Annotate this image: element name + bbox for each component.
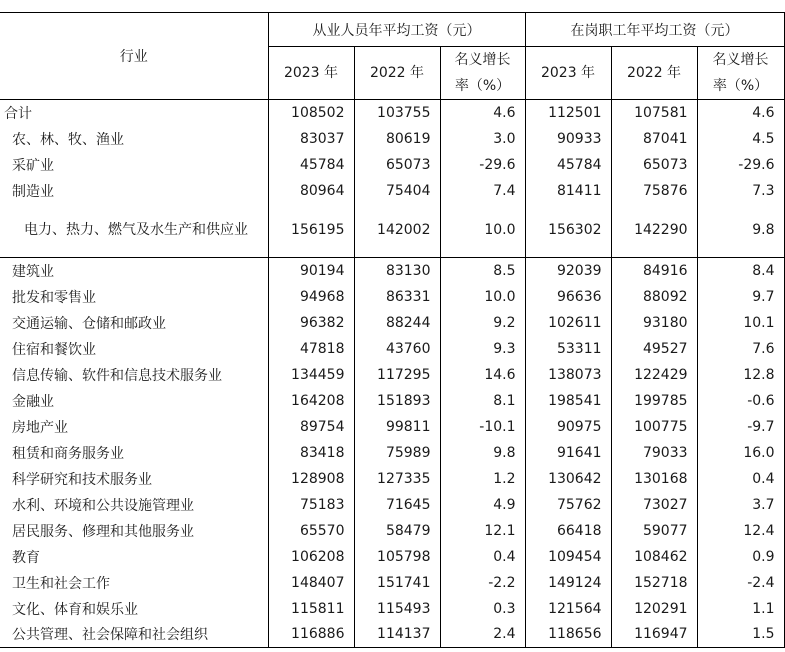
onpost-2023-cell: 45784 xyxy=(525,152,611,178)
employed-growth-cell: 2.4 xyxy=(440,622,525,648)
onpost-2022-cell: 122429 xyxy=(611,362,697,388)
employed-2022-cell: 151741 xyxy=(354,570,440,596)
industry-cell: 金融业 xyxy=(0,388,268,414)
employed-2023-cell: 47818 xyxy=(268,336,354,362)
table-row xyxy=(0,310,784,336)
industry-cell: 居民服务、修理和其他服务业 xyxy=(0,518,268,544)
onpost-2023-cell: 130642 xyxy=(525,466,611,492)
employed-2022-cell: 71645 xyxy=(354,492,440,518)
employed-2022-cell: 75404 xyxy=(354,178,440,204)
onpost-2023-cell: 121564 xyxy=(525,596,611,622)
table-row xyxy=(0,388,784,414)
onpost-2022-cell: 142290 xyxy=(611,204,697,258)
table-row xyxy=(0,596,784,622)
employed-growth-cell: 1.2 xyxy=(440,466,525,492)
employed-2023-cell: 45784 xyxy=(268,152,354,178)
table-row xyxy=(0,152,784,178)
onpost-2023-header: 2023 年 xyxy=(525,47,611,100)
employed-2023-cell: 156195 xyxy=(268,204,354,258)
onpost-growth-cell: 7.3 xyxy=(697,178,784,204)
employed-growth-cell: -29.6 xyxy=(440,152,525,178)
onpost-growth-cell: 10.1 xyxy=(697,310,784,336)
onpost-2023-cell: 75762 xyxy=(525,492,611,518)
employed-2023-cell: 134459 xyxy=(268,362,354,388)
employed-2022-cell: 117295 xyxy=(354,362,440,388)
employed-2022-cell: 80619 xyxy=(354,126,440,152)
onpost-growth-cell: 0.4 xyxy=(697,466,784,492)
onpost-growth-cell: 3.7 xyxy=(697,492,784,518)
employed-growth-cell: 8.1 xyxy=(440,388,525,414)
onpost-2022-cell: 100775 xyxy=(611,414,697,440)
onpost-growth-cell: 9.8 xyxy=(697,204,784,258)
employed-2023-cell: 106208 xyxy=(268,544,354,570)
onpost-2022-cell: 88092 xyxy=(611,284,697,310)
table-row xyxy=(0,570,784,596)
employed-growth-cell: 14.6 xyxy=(440,362,525,388)
table-row xyxy=(0,492,784,518)
onpost-growth-cell: -2.4 xyxy=(697,570,784,596)
employed-2022-cell: 115493 xyxy=(354,596,440,622)
onpost-group-header: 在岗职工年平均工资（元） xyxy=(525,13,784,47)
industry-cell: 采矿业 xyxy=(0,152,268,178)
industry-cell: 合计 xyxy=(0,100,268,126)
onpost-2023-cell: 81411 xyxy=(525,178,611,204)
industry-cell: 科学研究和技术服务业 xyxy=(0,466,268,492)
onpost-growth-cell: 4.5 xyxy=(697,126,784,152)
employed-2023-cell: 128908 xyxy=(268,466,354,492)
industry-cell: 公共管理、社会保障和社会组织 xyxy=(0,622,268,648)
employed-growth-cell: 7.4 xyxy=(440,178,525,204)
onpost-2023-cell: 92039 xyxy=(525,258,611,284)
employed-2022-cell: 105798 xyxy=(354,544,440,570)
onpost-2022-cell: 152718 xyxy=(611,570,697,596)
table-row xyxy=(0,622,784,648)
table-body xyxy=(0,100,784,648)
growth-header-line2: 率（%） xyxy=(712,78,769,94)
table-row xyxy=(0,544,784,570)
onpost-2022-header: 2022 年 xyxy=(611,47,697,100)
table-row xyxy=(0,126,784,152)
employed-growth-cell: -10.1 xyxy=(440,414,525,440)
employed-2022-cell: 142002 xyxy=(354,204,440,258)
table-row xyxy=(0,284,784,310)
table-row xyxy=(0,518,784,544)
employed-2023-cell: 116886 xyxy=(268,622,354,648)
employed-growth-cell: 0.3 xyxy=(440,596,525,622)
onpost-2023-cell: 198541 xyxy=(525,388,611,414)
onpost-2022-cell: 107581 xyxy=(611,100,697,126)
onpost-growth-cell: -0.6 xyxy=(697,388,784,414)
table-row xyxy=(0,178,784,204)
onpost-growth-cell: 12.8 xyxy=(697,362,784,388)
employed-2023-cell: 115811 xyxy=(268,596,354,622)
onpost-2022-cell: 49527 xyxy=(611,336,697,362)
onpost-2023-cell: 118656 xyxy=(525,622,611,648)
employed-growth-cell: -2.2 xyxy=(440,570,525,596)
employed-growth-cell: 4.9 xyxy=(440,492,525,518)
onpost-growth-cell: -29.6 xyxy=(697,152,784,178)
employed-2022-cell: 103755 xyxy=(354,100,440,126)
table-header xyxy=(0,13,784,100)
onpost-growth-cell: 12.4 xyxy=(697,518,784,544)
table-row xyxy=(0,258,784,284)
industry-cell: 批发和零售业 xyxy=(0,284,268,310)
industry-cell: 房地产业 xyxy=(0,414,268,440)
employed-2022-cell: 58479 xyxy=(354,518,440,544)
employed-2022-cell: 65073 xyxy=(354,152,440,178)
industry-cell: 租赁和商务服务业 xyxy=(0,440,268,466)
industry-cell: 教育 xyxy=(0,544,268,570)
table-row xyxy=(0,100,784,126)
employed-group-header: 从业人员年平均工资（元） xyxy=(268,13,525,47)
employed-2022-cell: 88244 xyxy=(354,310,440,336)
onpost-2023-cell: 90975 xyxy=(525,414,611,440)
onpost-growth-cell: 8.4 xyxy=(697,258,784,284)
employed-growth-cell: 3.0 xyxy=(440,126,525,152)
employed-2023-cell: 83037 xyxy=(268,126,354,152)
table-row xyxy=(0,466,784,492)
onpost-growth-cell: 0.9 xyxy=(697,544,784,570)
industry-header: 行业 xyxy=(0,13,268,100)
employed-2022-cell: 99811 xyxy=(354,414,440,440)
growth-header-line1: 名义增长 xyxy=(712,52,769,68)
employed-2023-cell: 65570 xyxy=(268,518,354,544)
employed-2022-cell: 43760 xyxy=(354,336,440,362)
table-row xyxy=(0,336,784,362)
industry-cell: 文化、体育和娱乐业 xyxy=(0,596,268,622)
industry-cell: 电力、热力、燃气及水生产和供应业 xyxy=(0,204,268,258)
onpost-2022-cell: 108462 xyxy=(611,544,697,570)
onpost-2022-cell: 84916 xyxy=(611,258,697,284)
employed-2023-cell: 90194 xyxy=(268,258,354,284)
onpost-2022-cell: 120291 xyxy=(611,596,697,622)
industry-cell: 信息传输、软件和信息技术服务业 xyxy=(0,362,268,388)
industry-cell: 水利、环境和公共设施管理业 xyxy=(0,492,268,518)
onpost-growth-cell: 1.1 xyxy=(697,596,784,622)
onpost-2023-cell: 53311 xyxy=(525,336,611,362)
onpost-growth-cell: 4.6 xyxy=(697,100,784,126)
employed-2023-cell: 96382 xyxy=(268,310,354,336)
employed-2022-cell: 127335 xyxy=(354,466,440,492)
onpost-2022-cell: 75876 xyxy=(611,178,697,204)
industry-cell: 建筑业 xyxy=(0,258,268,284)
employed-2023-cell: 94968 xyxy=(268,284,354,310)
onpost-2022-cell: 93180 xyxy=(611,310,697,336)
onpost-2023-cell: 149124 xyxy=(525,570,611,596)
employed-2023-header: 2023 年 xyxy=(268,47,354,100)
table-row xyxy=(0,440,784,466)
industry-cell: 交通运输、仓储和邮政业 xyxy=(0,310,268,336)
table-row xyxy=(0,414,784,440)
industry-cell: 农、林、牧、渔业 xyxy=(0,126,268,152)
onpost-2023-cell: 90933 xyxy=(525,126,611,152)
onpost-growth-cell: -9.7 xyxy=(697,414,784,440)
onpost-2023-cell: 112501 xyxy=(525,100,611,126)
onpost-2022-cell: 130168 xyxy=(611,466,697,492)
onpost-2023-cell: 66418 xyxy=(525,518,611,544)
onpost-2022-cell: 116947 xyxy=(611,622,697,648)
employed-2022-cell: 151893 xyxy=(354,388,440,414)
employed-2022-cell: 114137 xyxy=(354,622,440,648)
employed-growth-cell: 9.3 xyxy=(440,336,525,362)
employed-growth-cell: 9.2 xyxy=(440,310,525,336)
table-row xyxy=(0,204,784,258)
employed-growth-cell: 9.8 xyxy=(440,440,525,466)
growth-header-line2: 率（%） xyxy=(454,78,511,94)
onpost-2022-cell: 79033 xyxy=(611,440,697,466)
onpost-2022-cell: 199785 xyxy=(611,388,697,414)
onpost-growth-header xyxy=(697,47,784,100)
employed-growth-cell: 10.0 xyxy=(440,204,525,258)
employed-2022-cell: 75989 xyxy=(354,440,440,466)
table-row xyxy=(0,362,784,388)
employed-growth-cell: 12.1 xyxy=(440,518,525,544)
industry-cell: 制造业 xyxy=(0,178,268,204)
employed-2023-cell: 108502 xyxy=(268,100,354,126)
onpost-2023-cell: 102611 xyxy=(525,310,611,336)
employed-2022-cell: 83130 xyxy=(354,258,440,284)
employed-2023-cell: 89754 xyxy=(268,414,354,440)
wage-table xyxy=(0,12,785,648)
onpost-2022-cell: 73027 xyxy=(611,492,697,518)
employed-2022-cell: 86331 xyxy=(354,284,440,310)
growth-header-line1: 名义增长 xyxy=(454,52,511,68)
onpost-growth-cell: 7.6 xyxy=(697,336,784,362)
onpost-growth-cell: 1.5 xyxy=(697,622,784,648)
onpost-2022-cell: 59077 xyxy=(611,518,697,544)
employed-growth-cell: 0.4 xyxy=(440,544,525,570)
onpost-2023-cell: 156302 xyxy=(525,204,611,258)
industry-cell: 卫生和社会工作 xyxy=(0,570,268,596)
employed-2023-cell: 80964 xyxy=(268,178,354,204)
onpost-2023-cell: 91641 xyxy=(525,440,611,466)
onpost-2023-cell: 138073 xyxy=(525,362,611,388)
employed-growth-cell: 4.6 xyxy=(440,100,525,126)
onpost-2023-cell: 96636 xyxy=(525,284,611,310)
industry-cell: 住宿和餐饮业 xyxy=(0,336,268,362)
employed-2023-cell: 148407 xyxy=(268,570,354,596)
onpost-2023-cell: 109454 xyxy=(525,544,611,570)
onpost-2022-cell: 87041 xyxy=(611,126,697,152)
employed-2023-cell: 75183 xyxy=(268,492,354,518)
employed-growth-cell: 10.0 xyxy=(440,284,525,310)
onpost-growth-cell: 16.0 xyxy=(697,440,784,466)
employed-2022-header: 2022 年 xyxy=(354,47,440,100)
onpost-growth-cell: 9.7 xyxy=(697,284,784,310)
employed-2023-cell: 83418 xyxy=(268,440,354,466)
onpost-2022-cell: 65073 xyxy=(611,152,697,178)
employed-2023-cell: 164208 xyxy=(268,388,354,414)
employed-growth-cell: 8.5 xyxy=(440,258,525,284)
employed-growth-header xyxy=(440,47,525,100)
